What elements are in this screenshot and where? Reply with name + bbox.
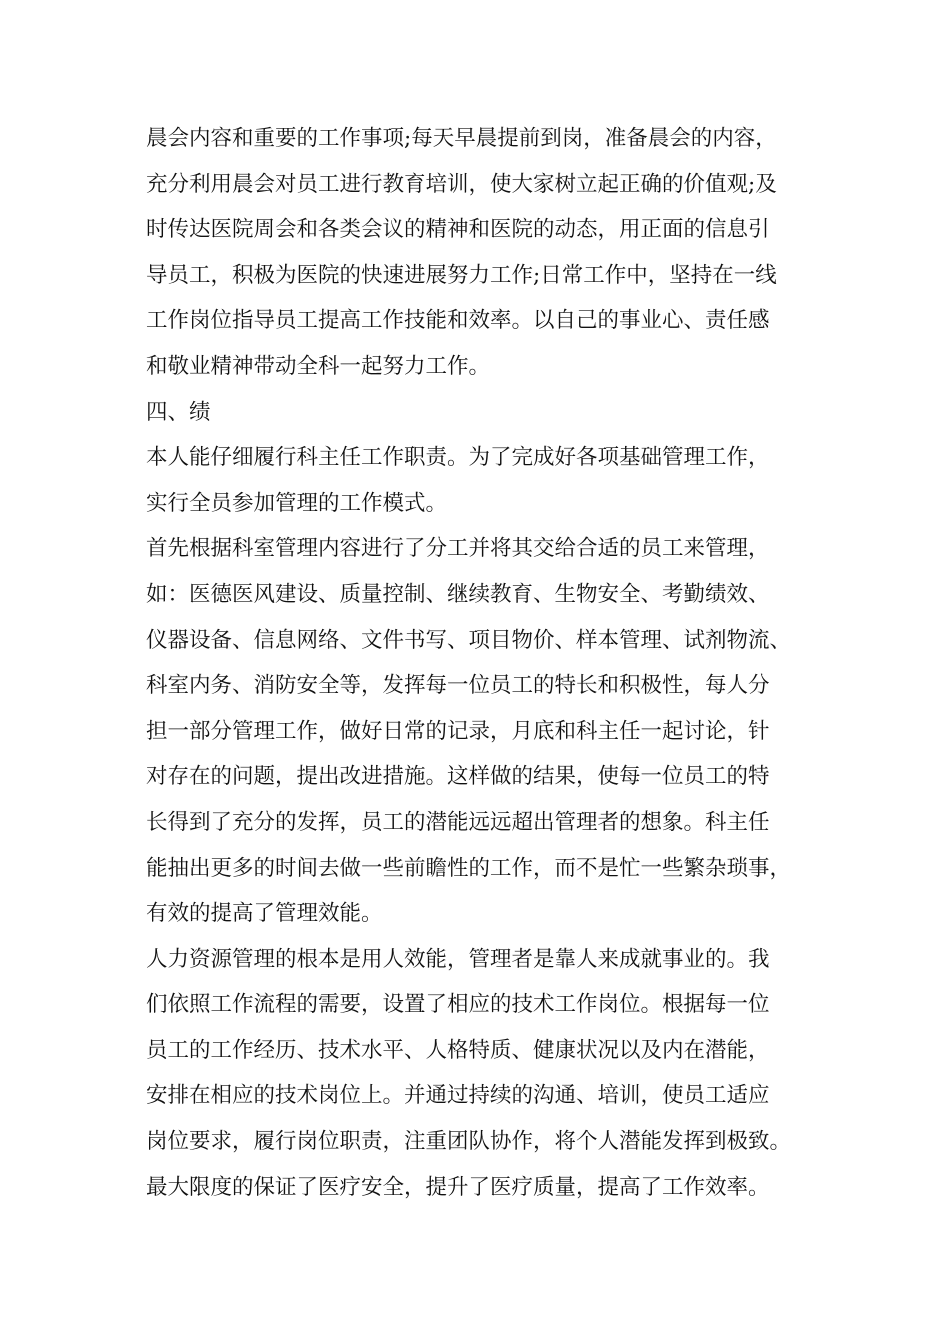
text-line: 员工的工作经历、技术水平、人格特质、健康状况以及内在潜能， bbox=[146, 1037, 770, 1063]
text-line: 晨会内容和重要的工作事项;每天早晨提前到岗，准备晨会的内容， bbox=[146, 126, 777, 151]
text-line: 对存在的问题，提出改进措施。这样做的结果，使每一位员工的特 bbox=[146, 764, 770, 790]
text-line: 人力资源管理的根本是用人效能，管理者是靠人来成就事业的。我 bbox=[146, 946, 770, 972]
text-line: 和敬业精神带动全科一起努力工作。 bbox=[146, 353, 491, 379]
text-line: 岗位要求，履行岗位职责，注重团队协作，将个人潜能发挥到极致。 bbox=[146, 1129, 792, 1155]
text-line: 能抽出更多的时间去做一些前瞻性的工作，而不是忙一些繁杂琐事， bbox=[146, 855, 792, 881]
text-line: 工作岗位指导员工提高工作技能和效率。以自己的事业心、责任感 bbox=[146, 308, 770, 334]
text-line: 们依照工作流程的需要，设置了相应的技术工作岗位。根据每一位 bbox=[146, 992, 770, 1018]
text-line: 担一部分管理工作，做好日常的记录，月底和科主任一起讨论，针 bbox=[146, 718, 770, 744]
text-line: 有效的提高了管理效能。 bbox=[146, 901, 383, 927]
text-line: 本人能仔细履行科主任工作职责。为了完成好各项基础管理工作， bbox=[146, 445, 770, 471]
text-line: 实行全员参加管理的工作模式。 bbox=[146, 490, 448, 516]
body-text bbox=[146, 116, 846, 1210]
text-line: 充分利用晨会对员工进行教育培训，使大家树立起正确的价值观;及 bbox=[146, 171, 777, 197]
text-line: 长得到了充分的发挥，员工的潜能远远超出管理者的想象。科主任 bbox=[146, 809, 770, 835]
section-heading: 四、绩 bbox=[146, 399, 211, 425]
text-line: 科室内务、消防安全等，发挥每一位员工的特长和积极性，每人分 bbox=[146, 673, 770, 699]
text-line: 时传达医院周会和各类会议的精神和医院的动态，用正面的信息引 bbox=[146, 217, 770, 243]
text-line: 首先根据科室管理内容进行了分工并将其交给合适的员工来管理， bbox=[146, 536, 770, 562]
text-line: 导员工，积极为医院的快速进展努力工作;日常工作中，坚持在一线 bbox=[146, 262, 777, 288]
text-line: 安排在相应的技术岗位上。并通过持续的沟通、培训，使员工适应 bbox=[146, 1083, 770, 1109]
text-line: 最大限度的保证了医疗安全，提升了医疗质量，提高了工作效率。 bbox=[146, 1174, 770, 1200]
text-line: 如：医德医风建设、质量控制、继续教育、生物安全、考勤绩效、 bbox=[146, 581, 770, 607]
text-line: 仪器设备、信息网络、文件书写、项目物价、样本管理、试剂物流、 bbox=[146, 627, 792, 653]
